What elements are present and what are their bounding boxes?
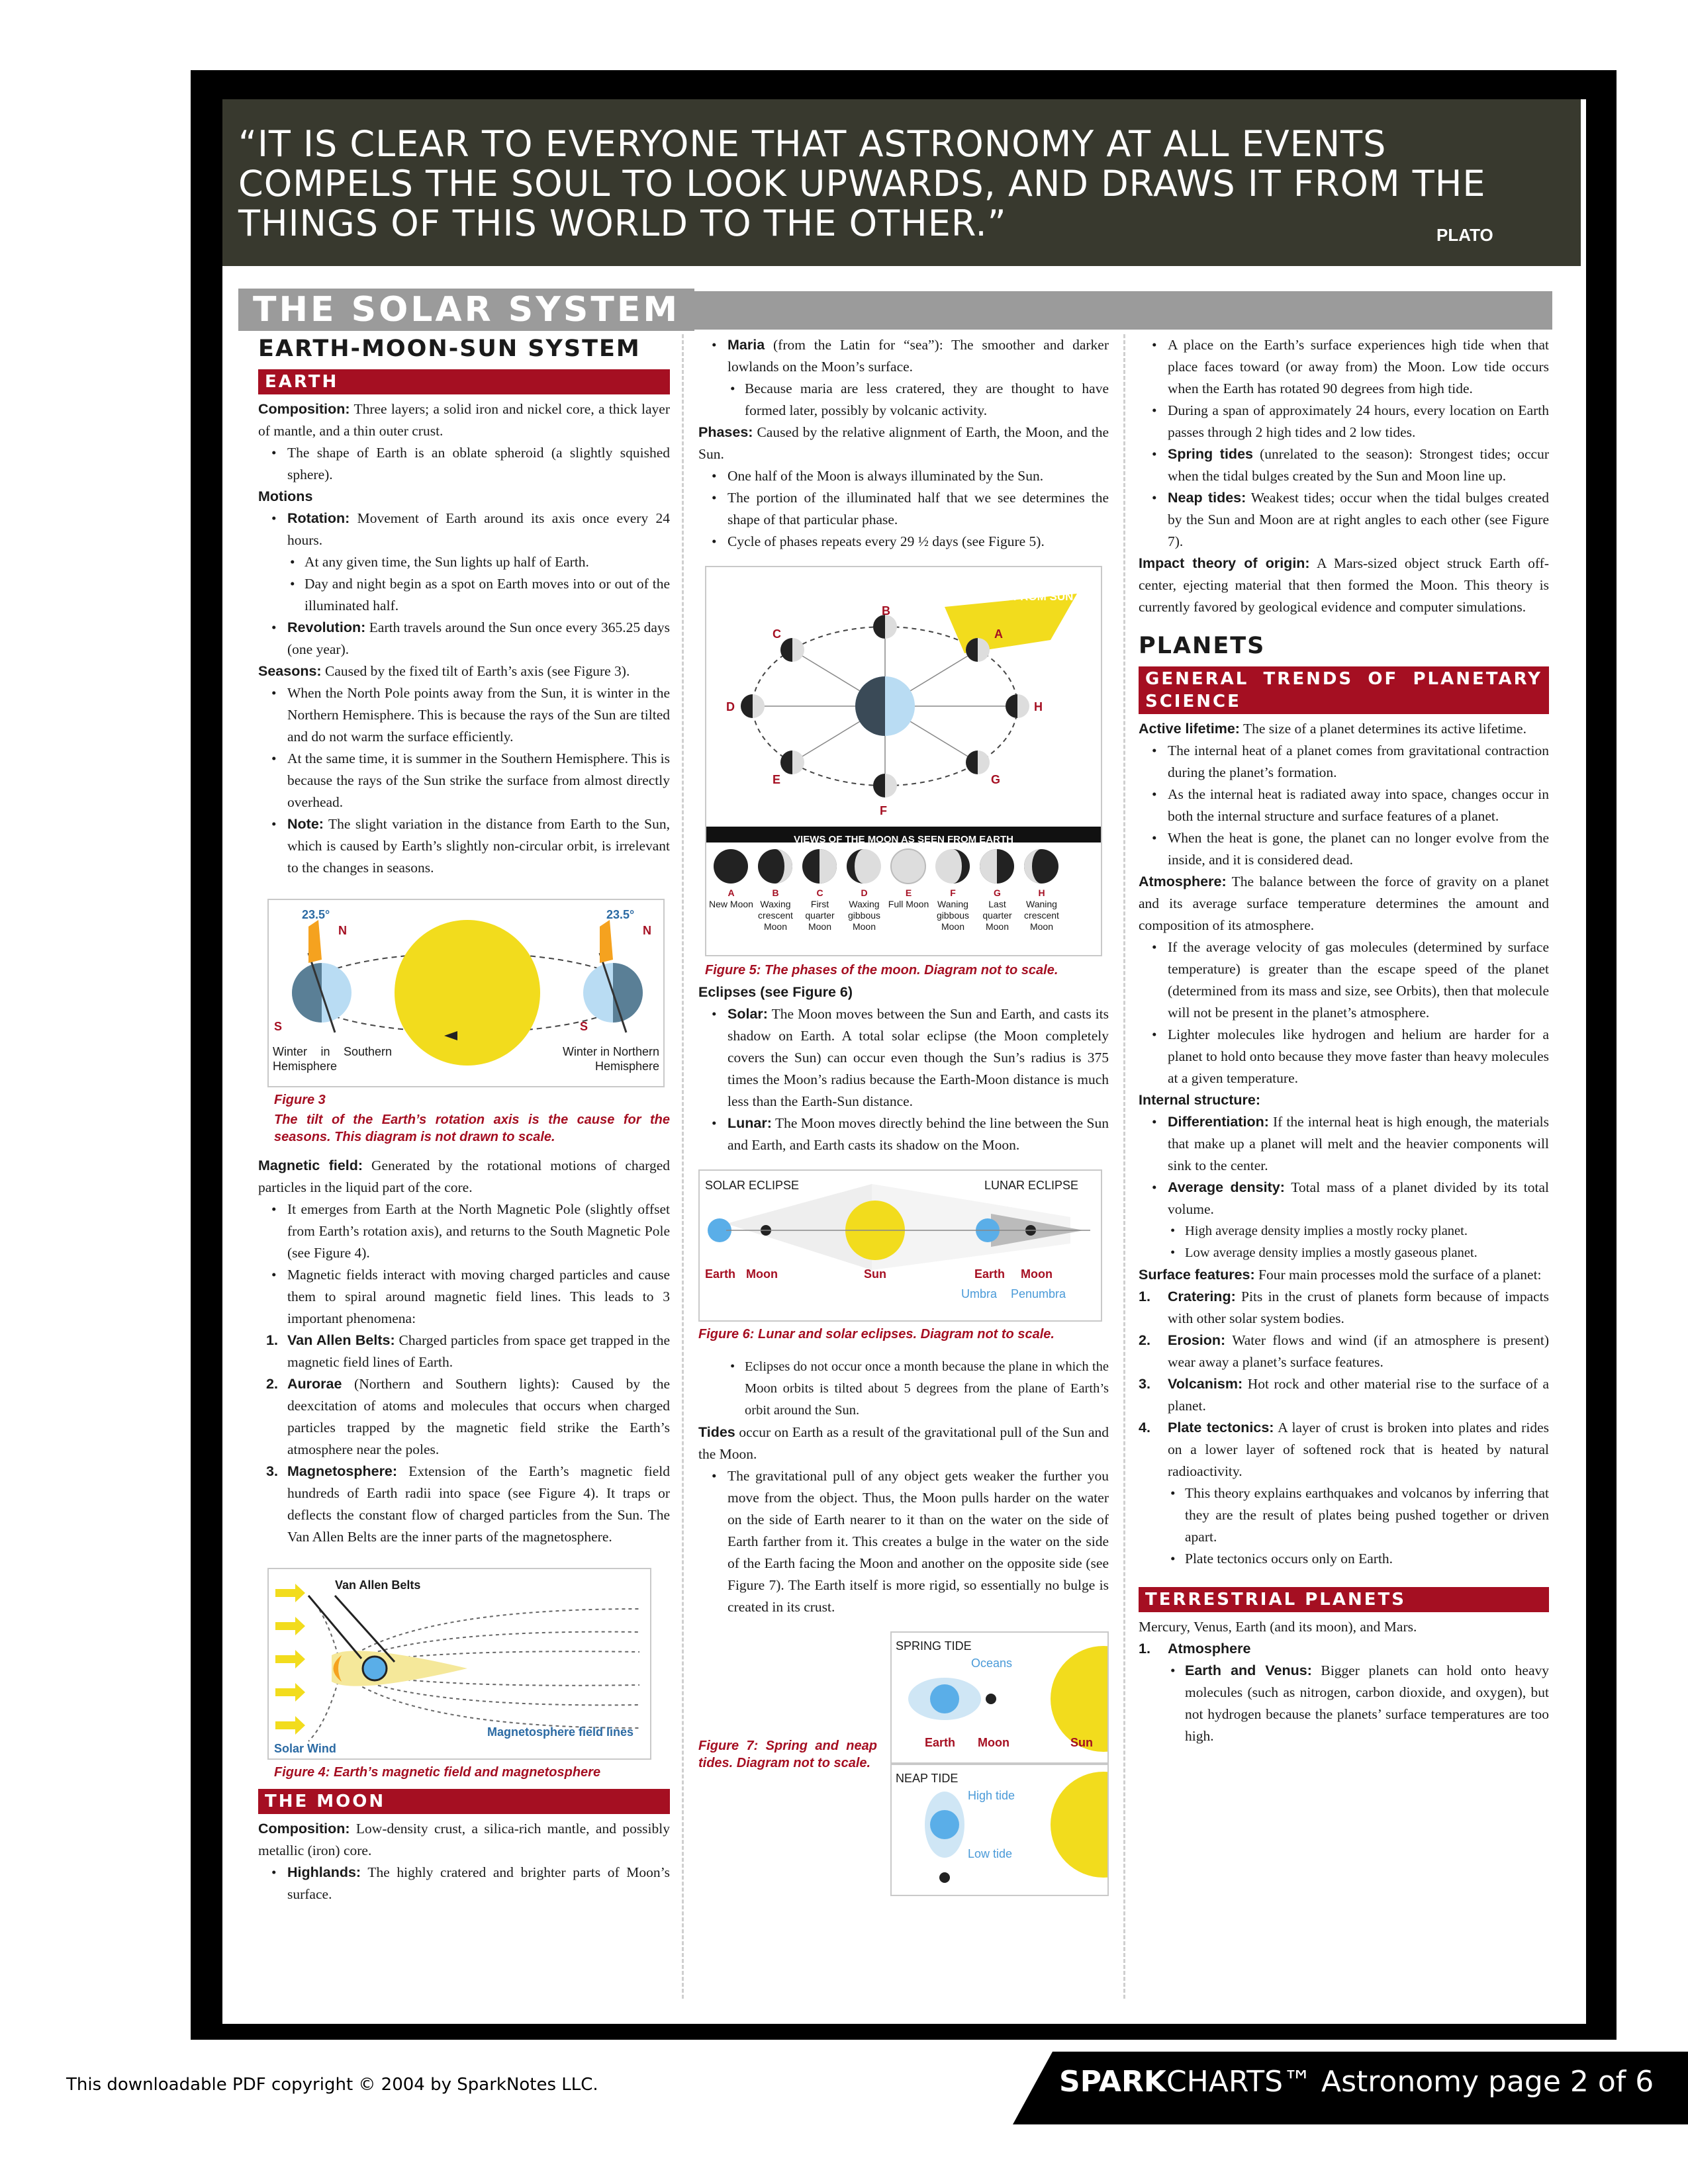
phase-label: Last quarter Moon bbox=[982, 899, 1012, 932]
section-title: THE SOLAR SYSTEM bbox=[238, 289, 694, 331]
list-item: • Magnetic fields interact with moving charged particles and cause them to spiral around magnetic field lines. This leads to 3 important phenomena: bbox=[258, 1264, 670, 1330]
atmosphere-2-label: Atmosphere bbox=[1168, 1641, 1251, 1657]
list-item: • One half of the Moon is always illuminated by the Sun. bbox=[698, 465, 1109, 487]
earth-venus-text: Bigger planets can hold onto heavy molecules (such as nitrogen, carbon dioxide, and oxygen), but not hydrogen because the planets’ surface temperatures are too high. bbox=[1185, 1662, 1550, 1744]
list-item: • Lighter molecules like hydrogen and helium are harder for a planet to hold onto because they move faster than heavy molecules at a given temperature. bbox=[1139, 1024, 1549, 1089]
north-label-left: N bbox=[338, 924, 347, 937]
density-label: Average density: bbox=[1168, 1179, 1285, 1195]
seasons-text: Caused by the fixed tilt of Earth’s axis (see Figure 3). bbox=[324, 663, 630, 679]
list-item bbox=[258, 617, 670, 660]
list-item bbox=[258, 813, 670, 879]
plate-tectonics-label: Plate tectonics: bbox=[1168, 1420, 1274, 1435]
column-divider bbox=[1123, 334, 1125, 1999]
list-item: • The portion of the illuminated half that we see determines the shape of that particular phase. bbox=[698, 487, 1109, 531]
earth-icon bbox=[363, 1657, 387, 1680]
phases-text: Caused by the relative alignment of Earth, the Moon, and the Sun. bbox=[698, 424, 1109, 462]
planets-heading: PLANETS bbox=[1139, 633, 1266, 659]
views-title: VIEWS OF THE MOON AS SEEN FROM EARTH bbox=[794, 834, 1013, 845]
volcanism-label: Volcanism: bbox=[1168, 1376, 1243, 1392]
column-3 bbox=[1139, 334, 1549, 1747]
solar-wind-arrows bbox=[275, 1584, 305, 1735]
list-item: 4. Plate tectonics: A layer of crust is broken into plates and rides on a lower layer of softened rock that is heated by natural radioactivity. bbox=[1139, 1420, 1549, 1479]
figure-5-caption: Figure 5: The phases of the moon. Diagram not to scale. bbox=[705, 963, 1058, 978]
south-label-left: S bbox=[274, 1020, 283, 1033]
tilt-label-left: 23.5° bbox=[302, 908, 330, 921]
list-item bbox=[1139, 1111, 1549, 1177]
internal-label: Internal structure: bbox=[1139, 1092, 1260, 1108]
solar-eclipse-label: SOLAR ECLIPSE bbox=[705, 1179, 800, 1192]
moon-bar: THE MOON bbox=[258, 1789, 670, 1814]
north-label-right: N bbox=[643, 924, 651, 937]
cratering-label: Cratering: bbox=[1168, 1289, 1236, 1304]
figure-3-caption: The tilt of the Earth’s rotation axis is the cause for the seasons. This diagram is not drawn to scale. bbox=[274, 1113, 670, 1144]
list-item bbox=[1139, 443, 1549, 487]
phase-letter-b: B bbox=[882, 604, 890, 617]
earth-right-shadow bbox=[613, 963, 643, 1023]
maria-text: (from the Latin for “sea”): The smoother and darker lowlands on the Moon’s surface. bbox=[727, 337, 1109, 375]
earth-label: Earth bbox=[705, 1267, 736, 1281]
motions-label: Motions bbox=[258, 488, 313, 504]
list-item: • Cycle of phases repeats every 29 ½ days (see Figure 5). bbox=[698, 531, 1109, 553]
lunar-eclipse-label: LUNAR ECLIPSE bbox=[984, 1179, 1079, 1192]
column-1 bbox=[258, 334, 670, 1905]
tilt-wedge-left bbox=[308, 920, 322, 963]
phase-letter-f: F bbox=[880, 804, 887, 817]
sun-icon bbox=[395, 920, 540, 1066]
moon-composition-text: Low-density crust, a silica-rich mantle, and possibly metallic (iron) core. bbox=[258, 1821, 670, 1858]
list-item bbox=[1139, 1660, 1549, 1747]
terrestrial-bar: TERRESTRIAL PLANETS bbox=[1139, 1587, 1549, 1612]
seasons-label: Seasons: bbox=[258, 663, 322, 679]
figure-7-caption: Figure 7: Spring and neap tides. Diagram not to scale. bbox=[698, 1739, 877, 1770]
quote-text: “IT IS CLEAR TO EVERYONE THAT ASTRONOMY AT ALL EVENTS COMPELS THE SOUL TO LOOK UPWARDS, AND DRAWS IT FROM THE THINGS OF THIS WORLD TO THE OTHER.” bbox=[238, 123, 1486, 244]
list-item: 1. Cratering: Pits in the crust of planets form because of impacts with other solar system bodies. bbox=[1139, 1289, 1549, 1326]
lunar-text: The Moon moves directly behind the line between the Sun and Earth, and Earth casts its shadow on the Moon. bbox=[727, 1115, 1109, 1153]
moon-label: Moon bbox=[746, 1267, 778, 1281]
magnetosphere-text: Extension of the Earth’s magnetic field hundreds of Earth radii into space (see Figure 4). It traps or deflects the constant flow of charged particles from the Sun. The Van Allen Belts are the inner parts of the magnetosphere. bbox=[287, 1463, 671, 1545]
list-item: 3. Volcanism: Hot rock and other material rise to the surface of a planet. bbox=[1139, 1376, 1550, 1414]
neap-tides-label: Neap tides: bbox=[1168, 490, 1246, 506]
list-item: • The internal heat of a planet comes from gravitational contraction during the planet’s formation. bbox=[1139, 740, 1549, 784]
earth-center-shadow bbox=[855, 676, 885, 736]
sun-icon bbox=[1051, 1772, 1107, 1878]
note-label: Note: bbox=[287, 816, 324, 832]
quote-author: PLATO bbox=[1436, 225, 1493, 245]
erosion-label: Erosion: bbox=[1168, 1332, 1226, 1348]
cratering-text: Pits in the crust of planets form because of impacts with other solar system bodies. bbox=[1168, 1289, 1549, 1326]
tilt-label-right: 23.5° bbox=[606, 908, 635, 921]
moon-label-lunar: Moon bbox=[1021, 1267, 1053, 1281]
phase-label: Waxing gibbous Moon bbox=[847, 899, 881, 932]
active-text: The size of a planet determines its active lifetime. bbox=[1243, 721, 1526, 737]
list-item: 1. Van Allen Belts: Charged particles from space get trapped in the magnetic field lines of Earth. bbox=[266, 1332, 670, 1370]
list-item bbox=[698, 334, 1109, 378]
list-item: • Day and night begin as a spot on Earth moves into or out of the illuminated half. bbox=[258, 573, 670, 617]
list-item: • At any given time, the Sun lights up half of Earth. bbox=[258, 551, 670, 573]
earth-bar: EARTH bbox=[258, 369, 670, 394]
impact-para bbox=[1139, 553, 1549, 618]
maria-label: Maria bbox=[727, 337, 765, 353]
left-season-label: Winter in Southern Hemisphere bbox=[273, 1045, 392, 1073]
moon-label: Moon bbox=[978, 1736, 1009, 1749]
revolution-label: Revolution: bbox=[287, 619, 366, 635]
phase-letter-d: D bbox=[726, 700, 735, 713]
solar-wind-label: Solar Wind bbox=[274, 1742, 336, 1755]
moon-icon bbox=[986, 1694, 996, 1704]
column-2 bbox=[698, 334, 1109, 1909]
phases-label: Phases: bbox=[698, 424, 753, 440]
tides-label: Tides bbox=[698, 1424, 735, 1440]
figure-5 bbox=[705, 566, 1102, 956]
list-item: • As the internal heat is radiated away into space, changes occur in both the internal structure and surface features of a planet. bbox=[1139, 784, 1549, 827]
south-label-right: S bbox=[580, 1020, 588, 1033]
atmosphere-label: Atmosphere: bbox=[1139, 874, 1227, 889]
column-divider bbox=[682, 334, 684, 1999]
moon-composition-label: Composition: bbox=[258, 1821, 350, 1837]
highlands-text: The highly cratered and brighter parts of Moon’s surface. bbox=[287, 1864, 670, 1902]
earth-icon bbox=[930, 1810, 959, 1839]
figure-4-caption: Figure 4: Earth’s magnetic field and magnetosphere bbox=[274, 1765, 601, 1780]
trends-bar: GENERAL TRENDS OF PLANETARY SCIENCE bbox=[1139, 666, 1549, 714]
note-text: The slight variation in the distance from Earth to the Sun, which is caused by Earth’s slightly non-circular orbit, is irrelevant to the changes in seasons. bbox=[287, 816, 670, 876]
solar-text: The Moon moves between the Sun and Earth, and casts its shadow on Earth. A total solar eclipse (the Moon completely covers the Sun) can occur even though the Sun’s radius is 375 times the Moon’s radius because the Earth-Moon distance is much less than the Earth-Sun distance. bbox=[727, 1006, 1109, 1109]
phase-letter-a: A bbox=[994, 627, 1003, 641]
phase-letter-c: C bbox=[773, 627, 781, 641]
penumbra-label: Penumbra bbox=[1011, 1287, 1066, 1300]
list-item bbox=[1139, 487, 1549, 553]
phase-label: Waning gibbous Moon bbox=[936, 899, 970, 932]
low-tide-label: Low tide bbox=[968, 1847, 1013, 1860]
solar-label: Solar: bbox=[727, 1006, 768, 1022]
impact-label: Impact theory of origin: bbox=[1139, 555, 1310, 571]
eclipses-label: Eclipses (see Figure 6) bbox=[698, 984, 853, 1000]
copyright-notice: This downloadable PDF copyright © 2004 by SparkNotes LLC. bbox=[66, 2075, 598, 2095]
footer-brand bbox=[1059, 2065, 1654, 2099]
moon-icon bbox=[939, 1872, 950, 1883]
list-item: 1. Atmosphere bbox=[1139, 1641, 1251, 1657]
list-item bbox=[258, 508, 670, 551]
density-text: Total mass of a planet divided by its total volume. bbox=[1168, 1179, 1549, 1217]
impact-text: A Mars-sized object struck Earth off-center, ejecting material that then formed the Moon. This theory is currently favored by geological evidence and computer simulations. bbox=[1139, 555, 1549, 615]
terrestrial-text: Mercury, Venus, Earth (and its moon), and Mars. bbox=[1139, 1619, 1417, 1635]
phase-letter-h: H bbox=[1034, 700, 1043, 713]
light-from-sun-label: LIGHT FROM SUN bbox=[976, 590, 1074, 603]
differentiation-label: Differentiation: bbox=[1168, 1114, 1269, 1130]
erosion-text: Water flows and wind (if an atmosphere is present) wear away a planet’s surface features. bbox=[1168, 1332, 1549, 1370]
spring-tides-text: (unrelated to the season): Strongest tides; occur when the tidal bulges created by the Sun and Moon line up. bbox=[1168, 446, 1549, 484]
aurorae-label: Aurorae bbox=[287, 1376, 342, 1392]
spring-tides-label: Spring tides bbox=[1168, 446, 1253, 462]
phase-label: Waning crescent Moon bbox=[1024, 899, 1059, 932]
list-item: • If the average velocity of gas molecules (determined by surface temperature) is greater than the escape speed of the planet (determined from its mass and size, see Orbits), then that molecule will not be present in the planet’s atmosphere. bbox=[1139, 936, 1549, 1024]
list-item: • The gravitational pull of any object gets weaker the further you move from the object. Thus, the Moon pulls harder on the water on the side of Earth nearer to it than on the water on the side of Earth farther from it. This creates a bulge in the water on the side of the Earth facing the Moon and another on the opposite side (see Figure 7). The Earth itself is more rigid, so essentially no bulge is created in its crust. bbox=[698, 1465, 1109, 1618]
phases-para bbox=[698, 422, 1109, 465]
van-allen-belts-shape bbox=[332, 1651, 467, 1686]
figure-3-label: Figure 3 bbox=[274, 1093, 326, 1107]
active-para bbox=[1139, 718, 1549, 740]
earth-label-lunar: Earth bbox=[974, 1267, 1006, 1281]
tides-text: occur on Earth as a result of the gravitational pull of the Sun and the Moon. bbox=[698, 1424, 1109, 1462]
highlands-label: Highlands: bbox=[287, 1864, 361, 1880]
list-item: • During a span of approximately 24 hours, every location on Earth passes through 2 high tides and 2 low tides. bbox=[1139, 400, 1549, 443]
spring-tide-box bbox=[890, 1631, 1109, 1764]
atmosphere-para bbox=[1139, 871, 1549, 936]
phase-label: New Moon bbox=[709, 899, 753, 909]
tides-para bbox=[698, 1422, 1109, 1465]
figure-4 bbox=[267, 1568, 651, 1760]
magnetic-para bbox=[258, 1155, 670, 1199]
van-allen-label: Van Allen Belts: bbox=[287, 1332, 395, 1348]
list-item: • It emerges from Earth at the North Magnetic Pole (slightly offset from Earth’s rotation axis), and returns to the South Magnetic Pole (see Figure 4). bbox=[258, 1199, 670, 1264]
lunar-label: Lunar: bbox=[727, 1115, 772, 1131]
figure-3 bbox=[267, 899, 665, 1087]
revolution-text: Earth travels around the Sun once every 365.25 days (one year). bbox=[287, 619, 670, 657]
neap-tide-label: NEAP TIDE bbox=[896, 1772, 959, 1785]
list-item: • A place on the Earth’s surface experiences high tide when that place faces toward (or away from) the Moon. Low tide occurs when the Earth has rotated 90 degrees from high tide. bbox=[1139, 334, 1549, 400]
earth-moon-sun-heading: EARTH-MOON-SUN SYSTEM bbox=[258, 336, 641, 362]
tilt-wedge-right bbox=[600, 920, 613, 963]
composition-para bbox=[258, 398, 670, 442]
neap-tides-text: Weakest tides; occur when the tidal bulges created by the Sun and Moon are at right angles to each other (see Figure 7). bbox=[1168, 490, 1549, 549]
magnetic-text: Generated by the rotational motions of charged particles in the liquid part of the core. bbox=[258, 1158, 670, 1195]
list-item: • High average density implies a mostly rocky planet. bbox=[1139, 1220, 1549, 1242]
list-item: • When the heat is gone, the planet can no longer evolve from the inside, and it is considered dead. bbox=[1139, 827, 1549, 871]
list-item bbox=[698, 1003, 1109, 1113]
list-item: • Plate tectonics occurs only on Earth. bbox=[1139, 1548, 1549, 1570]
composition-text: Three layers; a solid iron and nickel core, a thick layer of mantle, and a thin outer crust. bbox=[258, 401, 670, 439]
brand-rest: CHARTS™ Astronomy page 2 of 6 bbox=[1166, 2065, 1654, 2099]
phase-row-icons bbox=[714, 849, 1058, 884]
sun-label: Sun bbox=[864, 1267, 886, 1281]
volcanism-text: Hot rock and other material rise to the surface of a planet. bbox=[1168, 1376, 1550, 1414]
figure-7 bbox=[698, 1631, 1109, 1909]
figure-6 bbox=[698, 1169, 1102, 1322]
phase-labels-row: A New Moon B Waxing crescent Moon C First quarter Moon D Waxing gibbous Moon E Full Moon F Waning gibbous Moon G Last quarter Moon H Waning crescent Moon bbox=[709, 887, 1098, 933]
plate-tectonics-text: A layer of crust is broken into plates and rides on a lower layer of softened rock that is heated by natural radioactivity. bbox=[1168, 1420, 1549, 1479]
list-item: • Eclipses do not occur once a month because the plane in which the Moon orbits is tilted about 5 degrees from the plane of Earth’s orbit around the Sun. bbox=[698, 1356, 1109, 1422]
right-season-label: Winter in Northern Hemisphere bbox=[562, 1045, 659, 1073]
earth-venus-label: Earth and Venus: bbox=[1185, 1662, 1312, 1678]
surface-text: Four main processes mold the surface of a planet: bbox=[1258, 1267, 1542, 1283]
surface-label: Surface features: bbox=[1139, 1267, 1255, 1283]
list-item: • When the North Pole points away from the Sun, it is winter in the Northern Hemisphere. This is because the rays of the Sun are tilted and do not warm the surface efficiently. bbox=[258, 682, 670, 748]
oceans-label: Oceans bbox=[971, 1657, 1013, 1670]
list-item: • Low average density implies a mostly gaseous planet. bbox=[1139, 1242, 1549, 1264]
magnetosphere-label: Magnetosphere: bbox=[287, 1463, 398, 1479]
atmosphere-text: The balance between the force of gravity on a planet and its average surface temperature determines the amount and composition of its atmosphere. bbox=[1139, 874, 1549, 933]
moon-composition-para bbox=[258, 1818, 670, 1862]
list-item bbox=[258, 1862, 670, 1905]
high-tide-label: High tide bbox=[968, 1789, 1015, 1802]
rotation-text: Movement of Earth around its axis once every 24 hours. bbox=[287, 510, 671, 548]
list-item: 2. Aurorae (Northern and Southern lights): Caused by the deexcitation of atoms and molecules that occurs when charged particles trapped by the magnetic field strike the Earth’s atmosphere near the poles. bbox=[266, 1376, 670, 1457]
magnetic-label: Magnetic field: bbox=[258, 1158, 363, 1173]
surface-para bbox=[1139, 1264, 1549, 1286]
list-item: • The shape of Earth is an oblate spheroid (a slightly squished sphere). bbox=[258, 442, 670, 486]
list-item bbox=[698, 1113, 1109, 1156]
aurorae-text: (Northern and Southern lights): Caused by the deexcitation of atoms and molecules that occurs when charged particles trapped by the magnetic field strike the Earth’s atmosphere near the poles. bbox=[287, 1376, 670, 1457]
umbra-label: Umbra bbox=[961, 1287, 998, 1300]
brand-bold: SPARK bbox=[1059, 2065, 1166, 2099]
phase-letter-e: E bbox=[773, 773, 781, 786]
earth-icon bbox=[930, 1684, 959, 1713]
spring-tide-label: SPRING TIDE bbox=[896, 1639, 972, 1653]
rotation-label: Rotation: bbox=[287, 510, 350, 526]
list-item: • At the same time, it is summer in the Southern Hemisphere. This is because the rays of the Sun strike the surface from almost directly overhead. bbox=[258, 748, 670, 813]
earth-left-shadow bbox=[292, 963, 322, 1023]
differentiation-text: If the internal heat is high enough, the materials that make up a planet will melt and the heavier components will sink to the center. bbox=[1168, 1114, 1550, 1173]
seasons-para bbox=[258, 660, 670, 682]
composition-label: Composition: bbox=[258, 401, 350, 417]
van-allen-label: Van Allen Belts bbox=[335, 1578, 421, 1592]
earth-label: Earth bbox=[925, 1736, 956, 1749]
phase-label: Waxing crescent Moon bbox=[758, 899, 793, 932]
van-allen-text: Charged particles from space get trapped in the magnetic field lines of Earth. bbox=[287, 1332, 670, 1370]
sun-label: Sun bbox=[1070, 1736, 1093, 1749]
phase-label: Full Moon bbox=[888, 899, 929, 909]
phase-label: First quarter Moon bbox=[805, 899, 835, 932]
list-item: • Because maria are less cratered, they are thought to have formed later, possibly by volcanic activity. bbox=[698, 378, 1109, 422]
neap-tide-box bbox=[890, 1764, 1109, 1896]
phase-letter-g: G bbox=[991, 773, 1001, 786]
list-item: 3. Magnetosphere: Extension of the Earth’s magnetic field hundreds of Earth radii into space (see Figure 4). It traps or deflects the constant flow of charged particles from the Sun. The Van Allen Belts are the inner parts of the magnetosphere. bbox=[266, 1463, 671, 1545]
figure-6-caption: Figure 6: Lunar and solar eclipses. Diagram not to scale. bbox=[698, 1327, 1055, 1342]
list-item: • This theory explains earthquakes and volcanos by inferring that they are the result of plates being pushed together or driven apart. bbox=[1139, 1482, 1549, 1548]
list-item bbox=[1139, 1177, 1549, 1220]
active-label: Active lifetime: bbox=[1139, 721, 1240, 737]
field-lines-label: Magnetosphere field lines bbox=[487, 1725, 634, 1739]
list-item: 2. Erosion: Water flows and wind (if an atmosphere is present) wear away a planet’s surface features. bbox=[1139, 1332, 1549, 1370]
